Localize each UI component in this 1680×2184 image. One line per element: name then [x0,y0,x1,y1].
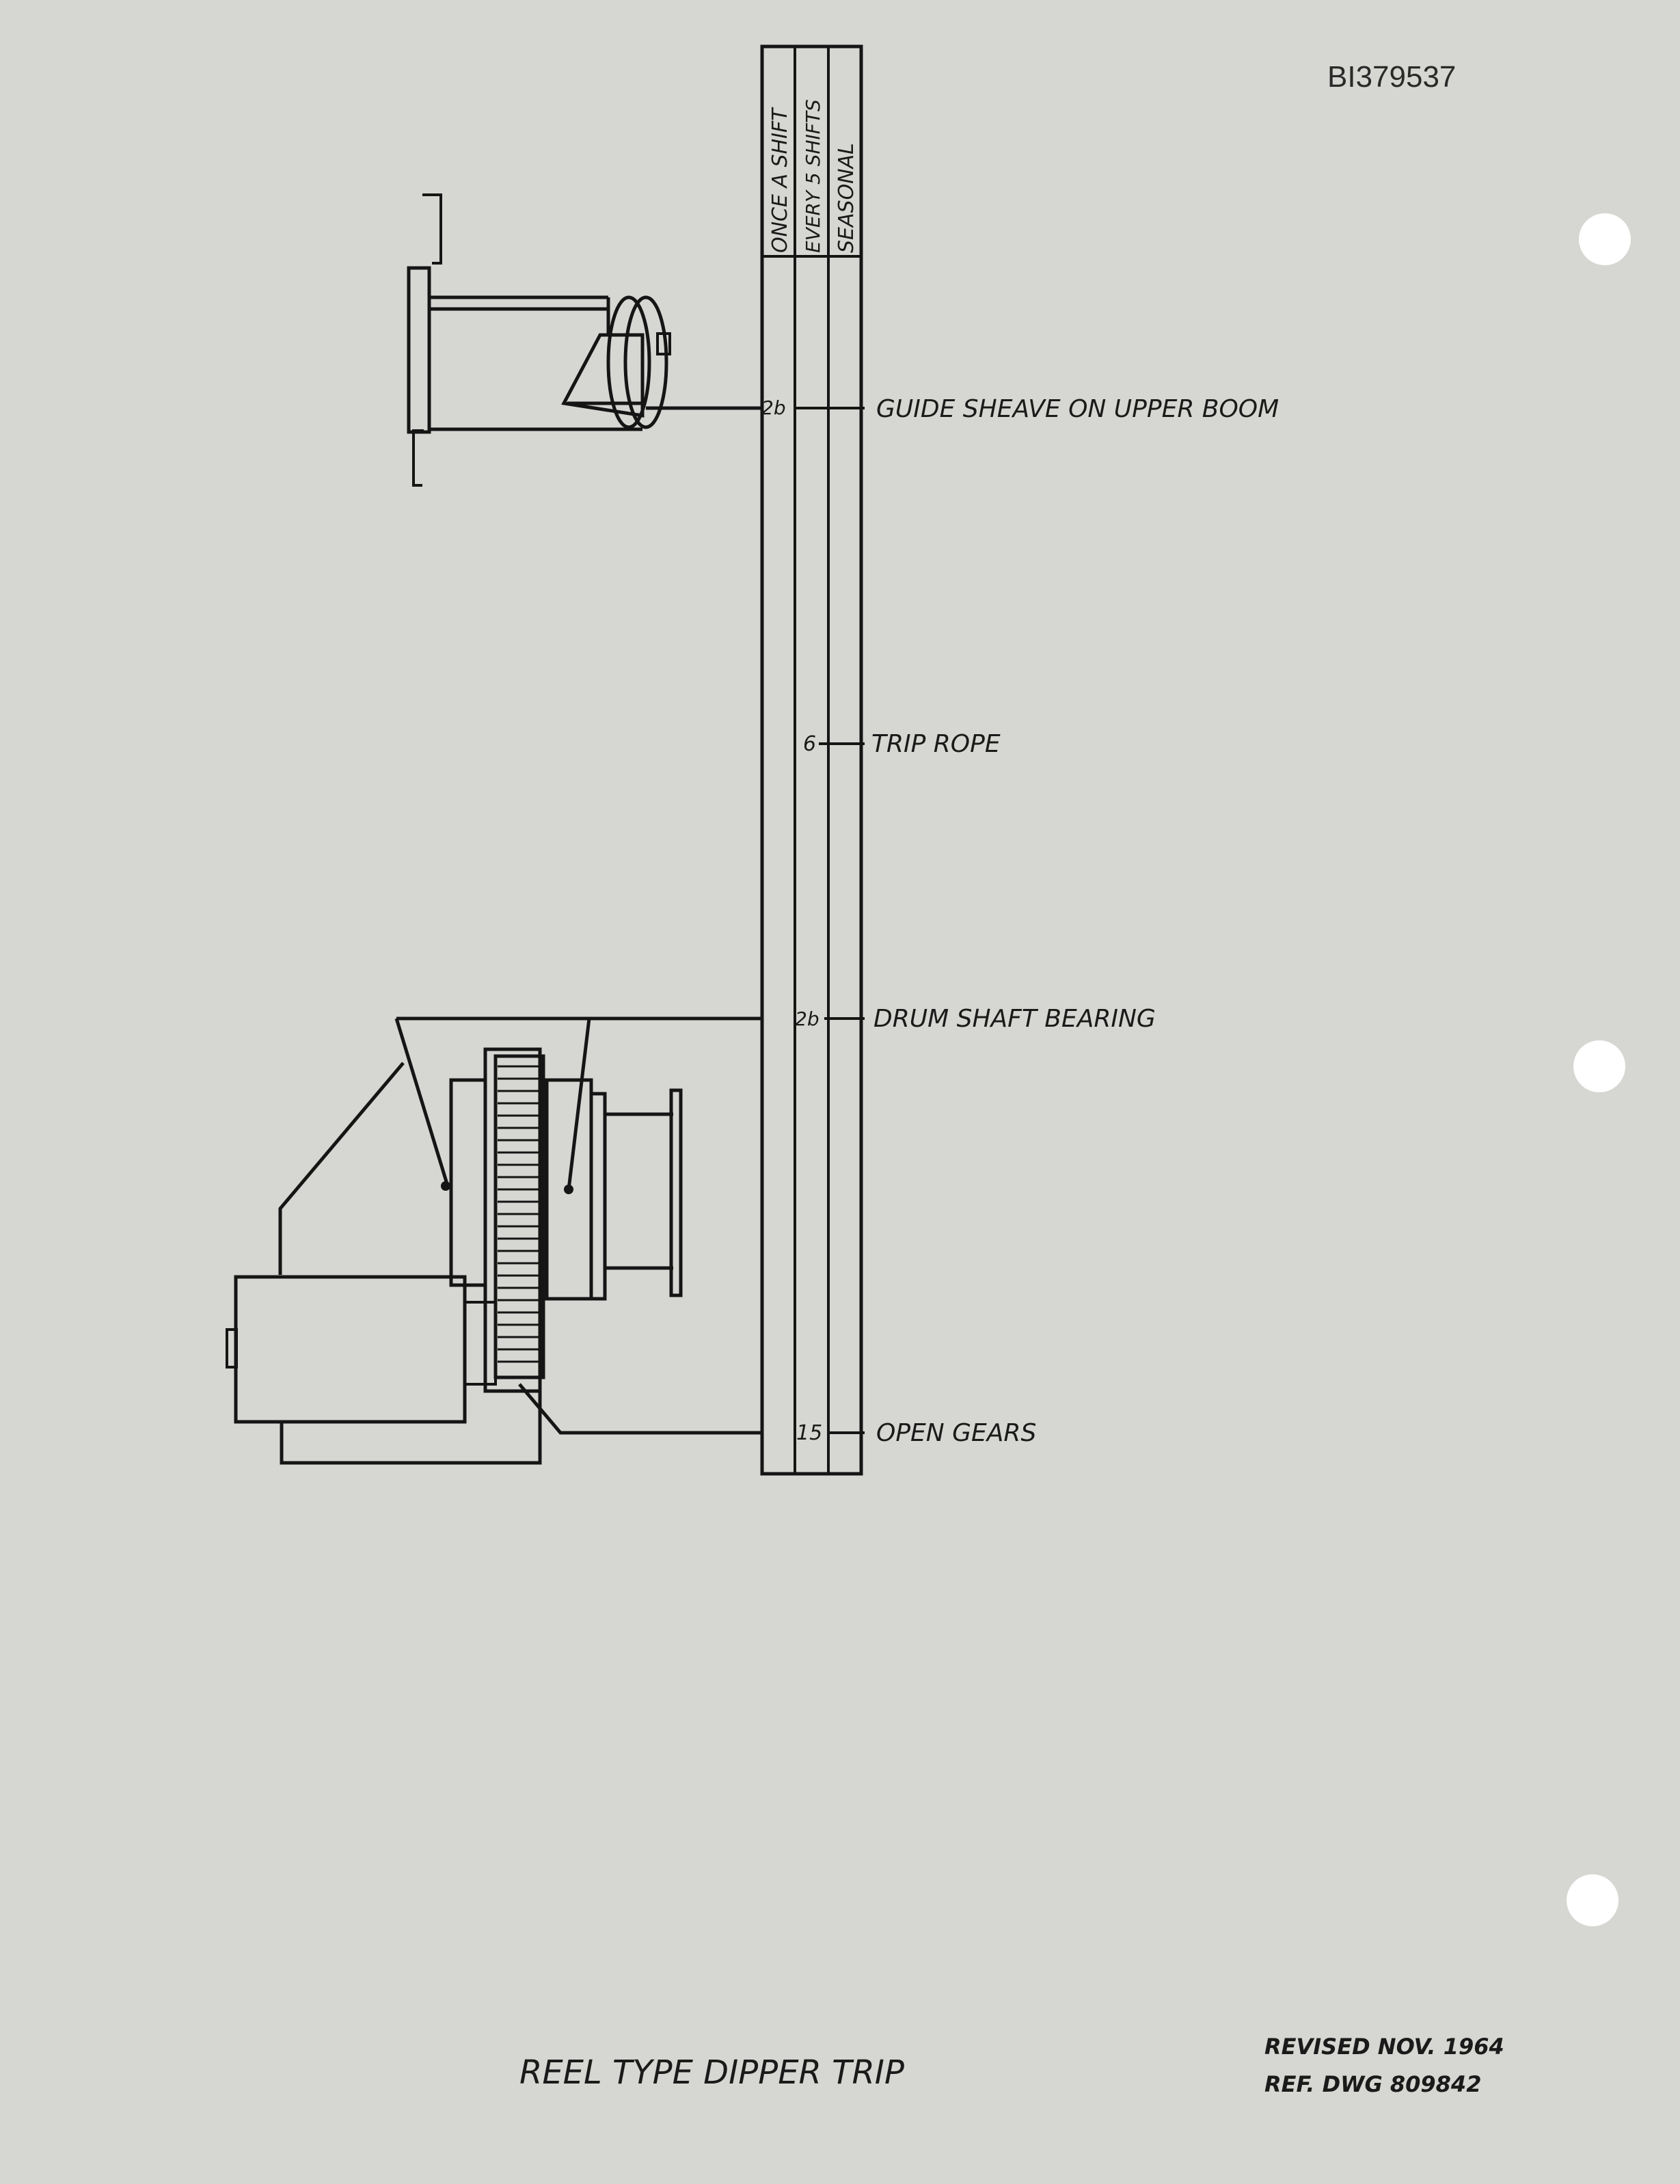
guide-sheave-drawing [409,195,670,485]
binder-hole-top [1579,213,1631,265]
boom-bracket-top [422,195,441,263]
motor-coupling [465,1302,496,1384]
drum-flange [451,1080,485,1285]
lube-point-guide-sheave [761,395,1279,423]
gear-teeth [498,1066,541,1362]
lube-point-open-gears [796,1419,1036,1447]
open-gears-leader [519,1384,762,1433]
motor-base [282,1391,540,1463]
gear-housing [485,1049,540,1391]
boom-bracket-bottom [414,431,424,485]
column-header-every-5-shifts: EVERY 5 SHIFTS [802,99,824,253]
motor-body [236,1277,465,1422]
lube-point-drum-shaft-bearing [795,1005,1156,1033]
binder-holes [1567,213,1631,1926]
drum-motor-drawing [227,1019,762,1463]
lube-label: OPEN GEARS [876,1419,1037,1447]
lube-code: 15 [796,1421,823,1445]
lube-point-dot [564,1185,573,1194]
binder-hole-bottom [1567,1874,1618,1926]
drawing-title: REEL TYPE DIPPER TRIP [519,2053,904,2092]
binder-hole-middle [1573,1040,1625,1092]
support-frame [280,1063,403,1275]
frequency-chart [762,46,861,1474]
document-id: BI379537 [1327,60,1457,94]
boom-plate [409,268,429,432]
frequency-chart-frame [762,46,861,1474]
lube-code: 2b [795,1008,819,1030]
revision-note: REVISED NOV. 1964 [1264,2034,1504,2060]
column-header-once-a-shift: ONCE A SHIFT [768,108,792,253]
lube-point-dot [441,1181,450,1191]
drum-end-flange [671,1090,681,1295]
drum-shaft-leader [396,1019,448,1186]
lube-label: TRIP ROPE [871,730,1001,758]
drum-shaft-leader [396,1019,589,1189]
reference-drawing: REF. DWG 809842 [1264,2071,1482,2097]
leader-lines [589,408,762,1019]
column-header-seasonal: SEASONAL [835,143,858,253]
lube-point-trip-rope [803,730,1001,758]
lube-code: 2b [761,396,786,419]
lube-code: 6 [803,732,817,756]
drum-flange [591,1094,605,1299]
lube-label: GUIDE SHEAVE ON UPPER BOOM [876,395,1279,423]
lube-label: DRUM SHAFT BEARING [873,1005,1156,1033]
